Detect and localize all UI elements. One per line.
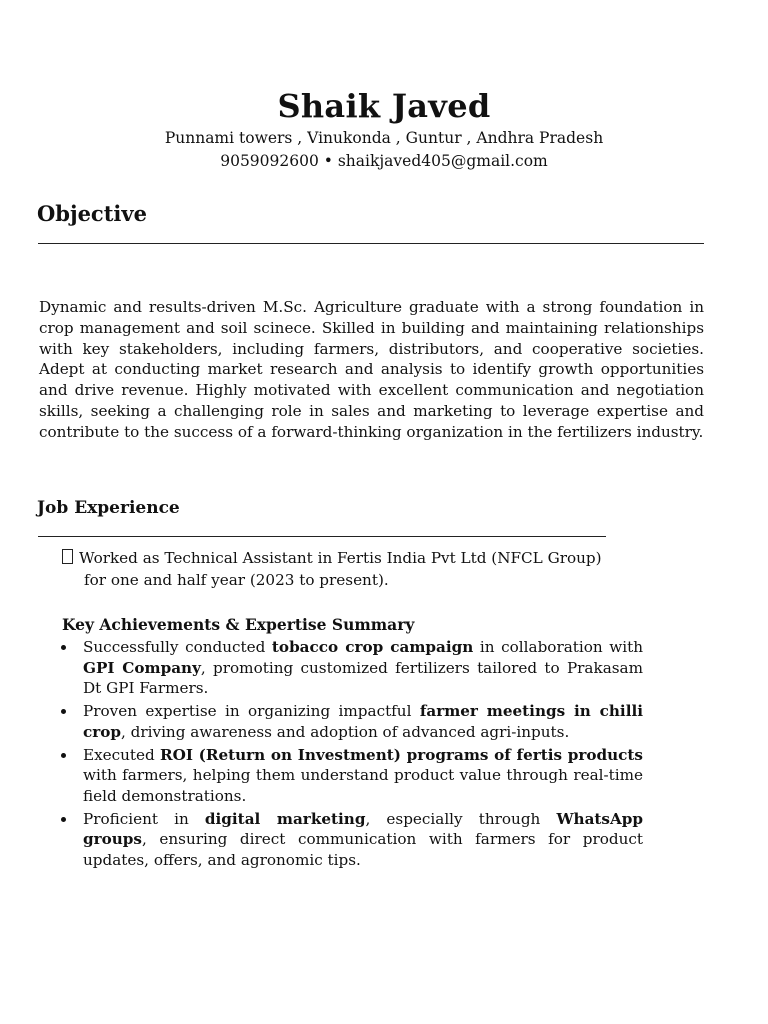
candidate-name: Shaik Javed xyxy=(277,87,491,125)
list-item: Executed ROI (Return on Investment) programs of fertis products with farmers, helping them understand product value through real-time field demonstrations. xyxy=(62,745,643,807)
checkbox-glyph-icon xyxy=(62,549,73,564)
job-item xyxy=(62,548,662,591)
job-experience-heading: Job Experience xyxy=(37,498,180,518)
list-item: Successfully conducted tobacco crop campaign in collaboration with GPI Company, promoting customized fertilizers tailored to Prakasam Dt GPI Farmers. xyxy=(62,637,643,699)
job-item-line1: Worked as Technical Assistant in Fertis India Pvt Ltd (NFCL Group) xyxy=(79,549,602,567)
bullet-icon xyxy=(61,753,66,758)
list-item: Proficient in digital marketing, especially through WhatsApp groups, ensuring direct communication with farmers for product updates, offers, and agronomic tips. xyxy=(62,809,643,871)
objective-text: Dynamic and results-driven M.Sc. Agriculture graduate with a strong foundation in crop management and soil scinece. Skilled in building and maintaining relationships with key stakeholders, including farmers, distributors, and cooperative societies. Adept at conducting market research and analysis to identify growth opportunities and drive revenue. Highly motivated with excellent communication and negotiation skills, seeking a challenging role in sales and marketing to leverage expertise and contribute to the success of a forward-thinking organization in the fertilizers industry. xyxy=(39,298,704,441)
bullet-icon xyxy=(61,709,66,714)
objective-heading: Objective xyxy=(37,201,147,226)
list-item: Proven expertise in organizing impactful farmer meetings in chilli crop, driving awareness and adoption of advanced agri-inputs. xyxy=(62,701,643,742)
address-line: Punnami towers , Vinukonda , Guntur , Andhra Pradesh xyxy=(164,129,604,147)
job-experience-divider xyxy=(38,536,606,537)
job-item-line2: for one and half year (2023 to present). xyxy=(84,570,389,589)
achievements-list xyxy=(62,637,643,873)
bullet-icon xyxy=(61,817,66,822)
bullet-icon xyxy=(61,645,66,650)
objective-divider xyxy=(38,243,704,244)
contact-line: 9059092600 • shaikjaved405@gmail.com xyxy=(220,152,548,170)
achievements-heading: Key Achievements & Expertise Summary xyxy=(62,615,415,634)
